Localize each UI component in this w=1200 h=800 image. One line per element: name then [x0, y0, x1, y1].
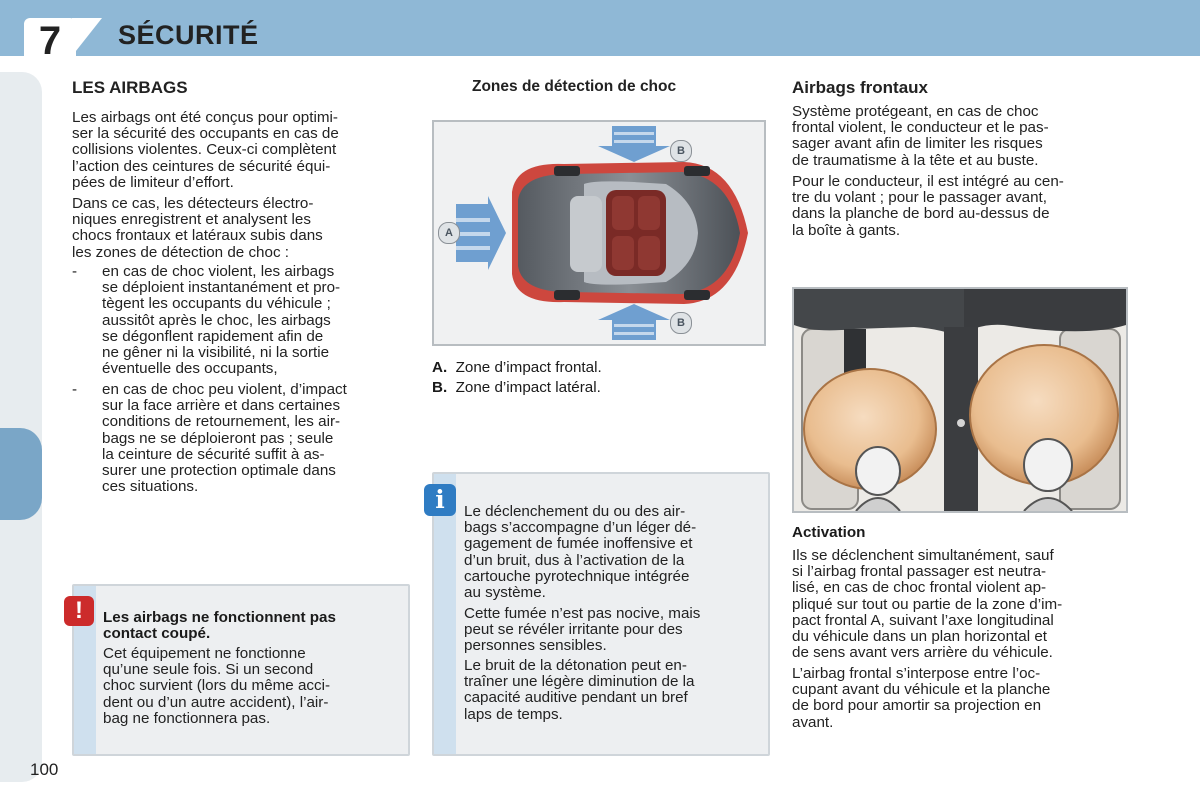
text-line: la boîte à gants.	[792, 221, 901, 239]
lateral-impact-arrows-bottom	[598, 304, 670, 340]
text-line: en cas de choc peu violent, d’impact	[102, 381, 347, 398]
interpose-paragraph	[792, 666, 1128, 731]
page-number: 100	[30, 760, 59, 779]
text-line: peut se révéler irritante pour des	[464, 621, 683, 639]
text-line: sager avant afin de limiter les risques	[792, 135, 1043, 153]
section-heading-frontal: Airbags frontaux	[792, 78, 929, 97]
chapter-number: 7	[38, 19, 62, 63]
impact-zones-figure	[432, 120, 766, 346]
warning-body	[103, 646, 401, 727]
warning-title	[103, 610, 401, 642]
text-line: aussitôt après le choc, les airbags	[102, 311, 331, 329]
text-line: les zones de détection de choc :	[72, 243, 289, 261]
text-line: cupant avant du véhicule et la planche	[792, 681, 1051, 699]
text-line: gagement de fumée inoffensive et	[464, 535, 693, 553]
info-paragraph-3	[464, 658, 760, 723]
chapter-tab[interactable]	[0, 428, 42, 520]
text-line: niques enregistrent et analysent les	[72, 211, 311, 229]
passenger-head	[1024, 439, 1072, 491]
frontal-paragraph-2	[792, 174, 1128, 239]
text-line: de traumatisme à la tête et au buste.	[792, 151, 1039, 169]
text-line: surer une protection optimale dans	[102, 462, 336, 480]
text-line: pact frontal A, suivant l’axe longitudinal	[792, 611, 1054, 629]
zone-label-a: A	[438, 222, 460, 244]
header-wedge	[72, 18, 102, 56]
text-line: dans la planche de bord au-dessus de	[792, 205, 1050, 223]
figure-legend	[432, 358, 602, 398]
info-paragraph-2	[464, 606, 760, 655]
exclamation-icon: !	[64, 596, 94, 626]
text-line: conditions de retournement, les air-	[102, 413, 341, 431]
text-line: pliqué sur tout ou partie de la zone d’im-	[792, 595, 1063, 613]
section-heading-airbags: LES AIRBAGS	[72, 78, 188, 97]
zone-label-b-bottom: B	[670, 312, 692, 334]
deployed-airbags-illustration	[794, 289, 1126, 511]
text-line: Pour le conducteur, il est intégré au cen-	[792, 173, 1064, 190]
text-line: ser la sécurité des occupants en cas de	[72, 125, 339, 143]
legend-item-a	[432, 358, 602, 378]
text-line: lisé, en cas de choc frontal violent ap-	[792, 579, 1047, 597]
text-line: Le déclenchement du ou des air-	[464, 503, 686, 520]
text-line: au système.	[464, 584, 546, 602]
activation-paragraph	[792, 548, 1128, 661]
text-line: d’un bruit, dus à l’activation de la	[464, 551, 685, 569]
text-line: Cette fumée n’est pas nocive, mais	[464, 605, 701, 622]
text-line: Les airbags ne fonctionnent pas	[103, 609, 336, 626]
text-line: Cet équipement ne fonctionne	[103, 645, 306, 662]
intro-paragraph	[72, 110, 408, 191]
info-paragraph-1	[464, 504, 760, 601]
frontal-airbags-figure	[792, 287, 1128, 513]
text-line: traîner une légère diminution de la	[464, 673, 695, 691]
legend-key: B.	[432, 379, 448, 396]
text-line: bag ne fonctionnera pas.	[103, 709, 271, 727]
text-line: contact coupé.	[103, 625, 211, 643]
text-line: dent ou d’un autre accident), l’air-	[103, 693, 329, 711]
text-line: Le bruit de la détonation peut en-	[464, 657, 687, 674]
text-line: Système protégeant, en cas de choc	[792, 103, 1039, 120]
text-line: Dans ce cas, les détecteurs électro-	[72, 195, 314, 212]
text-line: capacité auditive pendant un bref	[464, 689, 688, 707]
lateral-impact-arrows-top	[598, 126, 670, 162]
text-line: tre du volant ; pour le passager avant,	[792, 189, 1047, 207]
text-line: chocs frontaux et latéraux subis dans	[72, 227, 323, 245]
text-line: cartouche pyrotechnique intégrée	[464, 567, 690, 585]
text-line: de bord pour amortir sa projection en	[792, 697, 1042, 715]
frontal-impact-arrows	[456, 196, 506, 270]
bullet-item-violent	[102, 264, 408, 377]
text-line: l’action des ceintures de sécurité équi-	[72, 157, 331, 175]
text-line: si l’airbag frontal passager est neutra-	[792, 563, 1047, 581]
text-line: qu’une seule fois. Si un second	[103, 661, 314, 679]
zone-label-b-top: B	[670, 140, 692, 162]
text-line: choc survient (lors du même acci-	[103, 677, 331, 695]
figure-heading: Zones de détection de choc	[472, 78, 677, 95]
legend-text: Zone d’impact latéral.	[455, 379, 601, 396]
text-line: Les airbags ont été conçus pour optimi-	[72, 109, 338, 126]
driver-head	[856, 447, 900, 495]
chapter-margin-strip	[0, 72, 42, 782]
text-line: ces situations.	[102, 478, 199, 496]
text-line: éventuelle des occupants,	[102, 360, 278, 378]
page-title: SÉCURITÉ	[118, 20, 259, 50]
activation-heading: Activation	[792, 524, 866, 541]
info-note-strip	[434, 474, 456, 754]
text-line: personnes sensibles.	[464, 637, 607, 655]
bullet-dash: -	[72, 263, 78, 280]
text-line: de sens avant vers arrière du véhicule.	[792, 644, 1053, 662]
text-line: avant.	[792, 713, 834, 731]
text-line: laps de temps.	[464, 705, 563, 723]
text-line: L’airbag frontal s’interpose entre l’oc-	[792, 665, 1041, 682]
car-top-view-illustration	[434, 122, 764, 344]
legend-text: Zone d’impact frontal.	[455, 359, 602, 376]
text-line: pées de limiteur d’effort.	[72, 173, 234, 191]
car-dashboard	[570, 196, 602, 272]
text-line: du véhicule dans un plan horizontal et	[792, 628, 1047, 646]
detectors-paragraph	[72, 196, 408, 261]
bullet-dash: -	[72, 381, 78, 398]
text-line: la ceinture de sécurité suffit à as-	[102, 445, 325, 463]
legend-key: A.	[432, 359, 448, 376]
text-line: bags ne se déploieront pas ; seule	[102, 429, 334, 447]
text-line: se dégonflent rapidement afin de	[102, 327, 324, 345]
text-line: se déploient instantanément et pro-	[102, 279, 341, 297]
text-line: bags s’accompagne d’un léger dé-	[464, 519, 697, 537]
text-line: sur la face arrière et dans certaines	[102, 397, 341, 415]
text-line: Ils se déclenchent simultanément, sauf	[792, 547, 1054, 564]
text-line: ne gêner ni la visibilité, ni la sortie	[102, 344, 330, 362]
frontal-paragraph-1	[792, 104, 1128, 169]
text-line: en cas de choc violent, les airbags	[102, 263, 335, 280]
bullet-item-light	[102, 382, 408, 495]
text-line: tègent les occupants du véhicule ;	[102, 295, 331, 313]
text-line: frontal violent, le conducteur et le pas-	[792, 119, 1049, 137]
text-line: collisions violentes. Ceux-ci complètent	[72, 141, 337, 159]
legend-item-b	[432, 378, 602, 398]
info-icon: i	[424, 484, 456, 516]
